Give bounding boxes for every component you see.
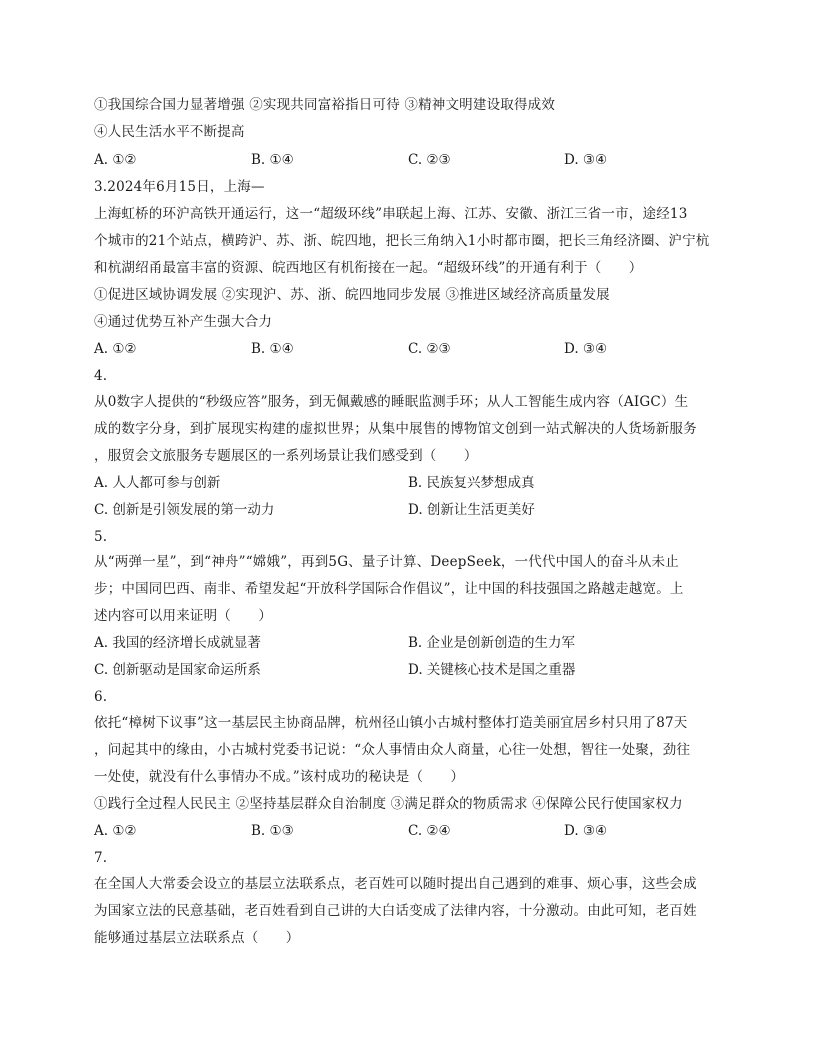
q3-header: 3.2024年6月15日，上海— xyxy=(94,179,265,195)
q6-stem-line2: ，问起其中的缘由，小古城村党委书记说：“众人事情由众人商量，心往一处想，智往一处聚，劲往 xyxy=(94,742,691,758)
q5-option-c[interactable]: C. 创新驱动是国家命运所系 xyxy=(94,662,261,678)
q4-option-a[interactable]: A. 人人都可参与创新 xyxy=(94,475,221,491)
q6-option-b[interactable]: B. ①③ xyxy=(251,823,294,839)
q4-option-d[interactable]: D. 创新让生活更美好 xyxy=(408,502,535,518)
q7-number: 7. xyxy=(94,850,108,866)
q7-stem-line1: 在全国人大常委会设立的基层立法联系点，老百姓可以随时提出自己遇到的难事、烦心事，这些会成 xyxy=(94,876,697,892)
q4-stem-line1: 从0数字人提供的“秒级应答”服务，到无佩戴感的睡眠监测手环；从人工智能生成内容（AIGC）生 xyxy=(94,394,689,410)
q3-stem-line1: 上海虹桥的环沪高铁开通运行，这一“超级环线”串联起上海、江苏、安徽、浙江三省一市，途经13 xyxy=(94,206,688,222)
q4-option-b[interactable]: B. 民族复兴梦想成真 xyxy=(408,475,535,491)
q5-number: 5. xyxy=(94,529,108,545)
q6-stem-line3: 一处使，就没有什么事情办不成。”该村成功的秘诀是（ ） xyxy=(94,769,465,785)
q3-option-d[interactable]: D. ③④ xyxy=(564,341,608,357)
q3-stem-line2: 个城市的21个站点，横跨沪、苏、浙、皖四地，把长三角纳入1小时都市圈，把长三角经济圈、沪宁杭 xyxy=(94,233,710,249)
q2-option-b[interactable]: B. ①④ xyxy=(251,152,294,168)
q3-option-b[interactable]: B. ①④ xyxy=(251,341,294,357)
q7-stem-line3: 能够通过基层立法联系点（ ） xyxy=(94,930,300,946)
q3-statements-line1: ①促进区域协调发展 ②实现沪、苏、浙、皖四地同步发展 ③推进区域经济高质量发展 xyxy=(94,287,610,303)
q5-stem-line1: 从“两弹一星”，到“神舟”“嫦娥”，再到5G、量子计算、DeepSeek，一代代中国人的奋斗从未止 xyxy=(94,554,679,570)
q5-stem-line2: 步；中国同巴西、南非、希望发起“开放科学国际合作倡议”，让中国的科技强国之路越走越宽。上 xyxy=(94,581,684,597)
q5-option-d[interactable]: D. 关键核心技术是国之重器 xyxy=(408,662,576,678)
q2-option-c[interactable]: C. ②③ xyxy=(408,152,451,168)
q6-number: 6. xyxy=(94,689,108,705)
q2-statements-line2: ④人民生活水平不断提高 xyxy=(94,124,245,140)
q3-option-c[interactable]: C. ②③ xyxy=(408,341,451,357)
q6-option-a[interactable]: A. ①② xyxy=(94,823,137,839)
q3-statements-line2: ④通过优势互补产生强大合力 xyxy=(94,314,273,330)
q2-option-a[interactable]: A. ①② xyxy=(94,152,137,168)
q6-option-d[interactable]: D. ③④ xyxy=(564,823,608,839)
q3-stem-line3: 和杭湖绍甬最富丰富的资源、皖西地区有机衔接在一起。“超级环线”的开通有利于（ ） xyxy=(94,260,643,276)
q5-stem-line3: 述内容可以用来证明（ ） xyxy=(94,608,273,624)
q4-stem-line3: ，服贸会文旅服务专题展区的一系列场景让我们感受到（ ） xyxy=(94,448,478,464)
q6-option-c[interactable]: C. ②④ xyxy=(408,823,451,839)
q3-option-a[interactable]: A. ①② xyxy=(94,341,137,357)
q5-option-a[interactable]: A. 我国的经济增长成就显著 xyxy=(94,635,261,651)
q5-option-b[interactable]: B. 企业是创新创造的生力军 xyxy=(408,635,576,651)
q2-statements-line1: ①我国综合国力显著增强 ②实现共同富裕指日可待 ③精神文明建设取得成效 xyxy=(94,97,556,113)
q6-stem-line1: 依托“樟树下议事”这一基层民主协商品牌，杭州径山镇小古城村整体打造美丽宜居乡村只用了87天 xyxy=(94,715,688,731)
q6-statements-line1: ①践行全过程人民民主 ②坚持基层群众自治制度 ③满足群众的物质需求 ④保障公民行使国家权力 xyxy=(94,796,683,812)
q4-stem-line2: 成的数字分身，到扩展现实构建的虚拟世界；从集中展售的博物馆文创到一站式解决的人货场新服务 xyxy=(94,421,697,437)
q4-option-c[interactable]: C. 创新是引领发展的第一动力 xyxy=(94,502,275,518)
q7-stem-line2: 为国家立法的民意基础，老百姓看到自己讲的大白话变成了法律内容，十分激动。由此可知，老百姓 xyxy=(94,903,697,919)
q2-option-d[interactable]: D. ③④ xyxy=(564,152,608,168)
q4-number: 4. xyxy=(94,368,108,384)
